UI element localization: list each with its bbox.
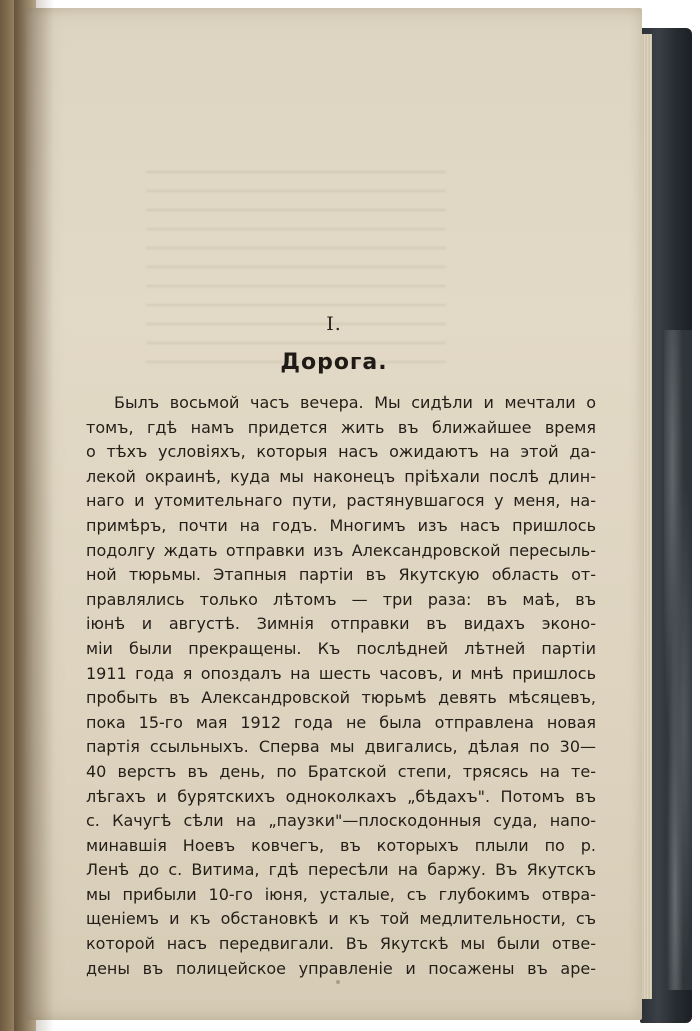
text-line: примѣръ, почти на годъ. Многимъ изъ насъ пришлось (86, 515, 596, 535)
chapter-number: I. (326, 313, 342, 335)
text-line: щеніемъ и къ обстановкѣ и къ той медлительности, съ (86, 909, 596, 929)
text-line: Былъ восьмой часъ вечера. Мы сидѣли и мечтали о (114, 393, 596, 412)
text-line: пробыть въ Александровской тюрьмѣ девять мѣсяцевъ, (86, 688, 596, 708)
body-text (86, 391, 596, 981)
text-line: дены въ полицейское управленіе и посажены въ аре- (86, 958, 596, 978)
text-line: с. Качугѣ сѣли на „паузки"—плоскодонныя суда, напо- (86, 811, 596, 831)
spine-shadow (14, 0, 54, 1031)
text-line: о тѣхъ условіяхъ, которыя насъ ожидаютъ на этой да- (86, 442, 596, 462)
text-line: лѣгахъ и бурятскихъ одноколкахъ „бѣдахъ". Потомъ въ (86, 786, 596, 806)
text-line: подолгу ждать отправки изъ Александровской пересыль- (86, 540, 596, 560)
text-line: минавшія Ноевъ ковчегъ, въ которыхъ плыли по р. (86, 835, 596, 855)
book-page (26, 8, 642, 1020)
text-line: 40 верстъ въ день, по Братской степи, трясясь на те- (86, 761, 596, 781)
text-line: іюнѣ и августѣ. Зимнія отправки въ видахъ эконо- (86, 614, 596, 634)
text-line: томъ, гдѣ намъ придется жить въ ближайшее время (86, 417, 596, 437)
text-line: партія ссыльныхъ. Сперва мы двигались, дѣлая по 30— (86, 737, 596, 757)
text-line: лекой окраинѣ, куда мы наконецъ пріѣхали послѣ длин- (86, 466, 596, 486)
text-line: которой насъ передвигали. Въ Якутскѣ мы были отве- (86, 934, 596, 954)
text-line: пока 15-го мая 1912 года не была отправлена новая (86, 712, 596, 732)
marbled-board (664, 330, 692, 990)
text-line: правлялись только лѣтомъ — три раза: въ маѣ, въ (86, 589, 596, 609)
text-line: 1911 года я опоздалъ на шесть часовъ, и мнѣ пришлось (86, 663, 596, 683)
text-line: ной тюрьмы. Этапныя партіи въ Якутскую область от- (86, 565, 596, 585)
show-through-text (146, 158, 446, 368)
text-line: Ленѣ до с. Витима, гдѣ пересѣли на баржу. Въ Якутскъ (86, 860, 596, 880)
text-line: наго и утомительнаго пути, растянувшагося у меня, на- (86, 491, 596, 511)
text-line: міи были прекращены. Къ послѣдней лѣтней партіи (86, 638, 596, 658)
page-speck (336, 980, 340, 984)
text-line: мы прибыли 10-го іюня, усталые, съ глубокимъ отвра- (86, 884, 596, 904)
chapter-title: Дорога. (280, 350, 388, 375)
